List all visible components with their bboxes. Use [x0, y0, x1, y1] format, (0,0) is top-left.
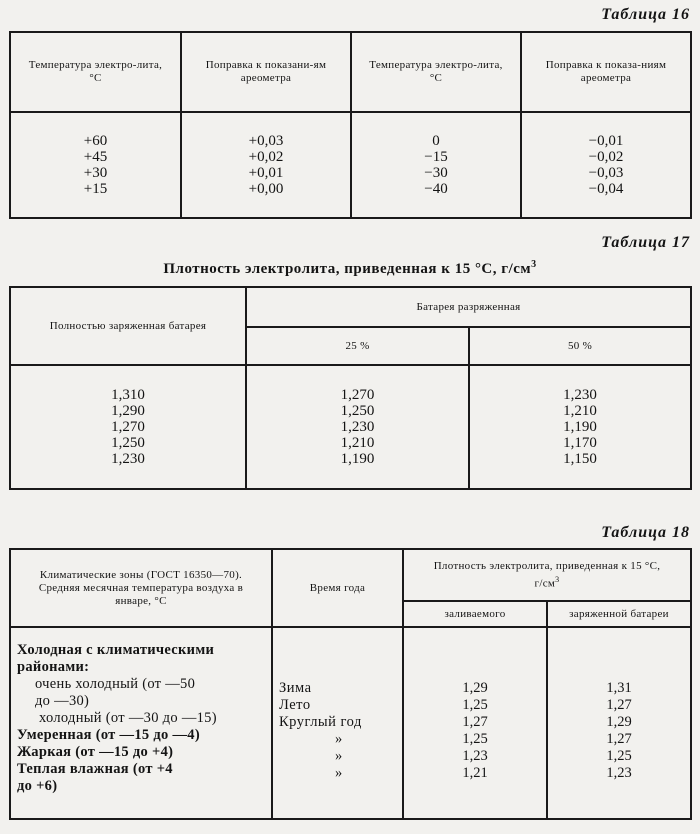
table18-header-charged: заряженной батареи: [547, 601, 691, 627]
table17-cell: 1,250: [340, 403, 375, 419]
table18-col-charged: [547, 627, 691, 819]
table17-cell: 1,310: [111, 387, 145, 403]
table17-cell: 1,230: [563, 387, 597, 403]
table18-cell: 1,31: [606, 680, 632, 696]
table18-cell: 1,27: [606, 697, 632, 713]
table16-cell: +30: [83, 165, 108, 181]
table17-cell: 1,270: [340, 387, 375, 403]
table16-header-corr-1: Поправка к показани-ям ареометра: [181, 32, 351, 112]
table16-cell: +0,00: [248, 181, 284, 197]
table17-col-25: [246, 365, 469, 489]
season-cell: Лето: [279, 697, 311, 713]
season-cell: »: [335, 748, 343, 764]
zone-very-cold-cont: до —30): [35, 693, 90, 709]
table18-cell: 1,21: [462, 765, 488, 781]
table16-cell: +15: [83, 181, 108, 197]
table16-col-temp-2: [351, 112, 521, 218]
table18-cell: 1,27: [462, 714, 488, 730]
table17-caption: Таблица 17: [601, 234, 690, 251]
table18-cell: 1,25: [462, 731, 488, 747]
table16-cell: +0,03: [248, 133, 284, 149]
table17-cell: 1,290: [111, 403, 145, 419]
season-cell: »: [335, 765, 343, 781]
table16-col-temp-1: [10, 112, 181, 218]
table16: [9, 31, 692, 219]
table17-cell: 1,190: [340, 451, 375, 467]
table16-cell: −40: [424, 181, 448, 197]
season-cell: Зима: [279, 680, 312, 696]
table17-cell: 1,230: [340, 419, 375, 435]
table18-header-filled: заливаемого: [403, 601, 547, 627]
table17-cell: 1,170: [563, 435, 597, 451]
table16-cell: +0,02: [248, 149, 284, 165]
table17-col-50: [469, 365, 691, 489]
table16-cell: −30: [424, 165, 448, 181]
table18: [9, 548, 692, 820]
table18-col-zones: [10, 627, 272, 819]
table17-header-discharged: Батарея разряженная: [246, 287, 691, 327]
season-cell: Круглый год: [279, 714, 362, 730]
table16-header-corr-2: Поправка к показа-ниям ареометра: [521, 32, 691, 112]
table17-cell: 1,210: [340, 435, 375, 451]
table17-cell: 1,150: [563, 451, 597, 467]
table18-header-density: [403, 549, 691, 601]
table18-cell: 1,25: [606, 748, 632, 764]
table16-header-temp-2: Температура электро-лита, °С: [351, 32, 521, 112]
table17-header-full: Полностью заряженная батарея: [10, 287, 246, 365]
table17-col-full: [10, 365, 246, 489]
table16-cell: 0: [432, 133, 440, 149]
table17-cell: 1,210: [563, 403, 597, 419]
table18-header-zones: Климатические зоны (ГОСТ 16350—70). Средняя месячная температура воздуха в январе, °С: [10, 549, 272, 627]
table17-title-text: Плотность электролита, приведенная к 15 °С, г/см: [163, 261, 532, 277]
table17-cell: 1,230: [111, 451, 145, 467]
zone-hot: Жаркая (от —15 до +4): [17, 744, 174, 760]
table16-cell: −0,03: [588, 165, 624, 181]
zone-cold: Холодная с климатическими: [17, 642, 215, 658]
table16-header-temp-1: Температура электро-лита, °С: [10, 32, 181, 112]
table18-col-season: [272, 627, 403, 819]
table18-caption: Таблица 18: [601, 524, 690, 541]
season-cell: »: [335, 731, 343, 747]
table17: [9, 286, 692, 490]
table16-caption: Таблица 16: [601, 6, 690, 23]
table16-col-corr-1: [181, 112, 351, 218]
table16-cell: −0,04: [588, 181, 624, 197]
zone-warm-humid: Теплая влажная (от +4: [17, 761, 173, 777]
table16-cell: +45: [83, 149, 108, 165]
table18-header-density-text: Плотность электролита, приведенная к 15 °С, г/см: [433, 559, 661, 590]
table18-cell: 1,29: [606, 714, 632, 730]
table18-cell: 1,23: [606, 765, 632, 781]
table18-header-density-sup: 3: [555, 574, 560, 584]
zone-moderate: Умеренная (от —15 до —4): [17, 727, 200, 743]
table16-cell: −15: [424, 149, 448, 165]
table17-header-25: 25 %: [246, 327, 469, 365]
table16-col-corr-2: [521, 112, 691, 218]
table16-cell: −0,01: [588, 133, 624, 149]
zone-cold-cont: районами:: [17, 659, 90, 675]
table18-cell: 1,25: [462, 697, 488, 713]
table17-title: [0, 259, 700, 278]
table17-cell: 1,270: [111, 419, 145, 435]
table18-col-filled: [403, 627, 547, 819]
table18-header-season: Время года: [272, 549, 403, 627]
table18-cell: 1,29: [462, 680, 488, 696]
zone-cold-sub: холодный (от —30 до —15): [39, 710, 217, 726]
table17-cell: 1,190: [563, 419, 597, 435]
table16-cell: +0,01: [248, 165, 284, 181]
table17-header-50: 50 %: [469, 327, 691, 365]
table18-cell: 1,23: [462, 748, 488, 764]
table17-title-sup: 3: [531, 259, 537, 270]
table18-cell: 1,27: [606, 731, 632, 747]
zone-very-cold: очень холодный (от —50: [35, 676, 196, 692]
table16-cell: +60: [83, 133, 108, 149]
table17-cell: 1,250: [111, 435, 145, 451]
table16-cell: −0,02: [588, 149, 624, 165]
zone-warm-humid-cont: до +6): [17, 778, 58, 794]
